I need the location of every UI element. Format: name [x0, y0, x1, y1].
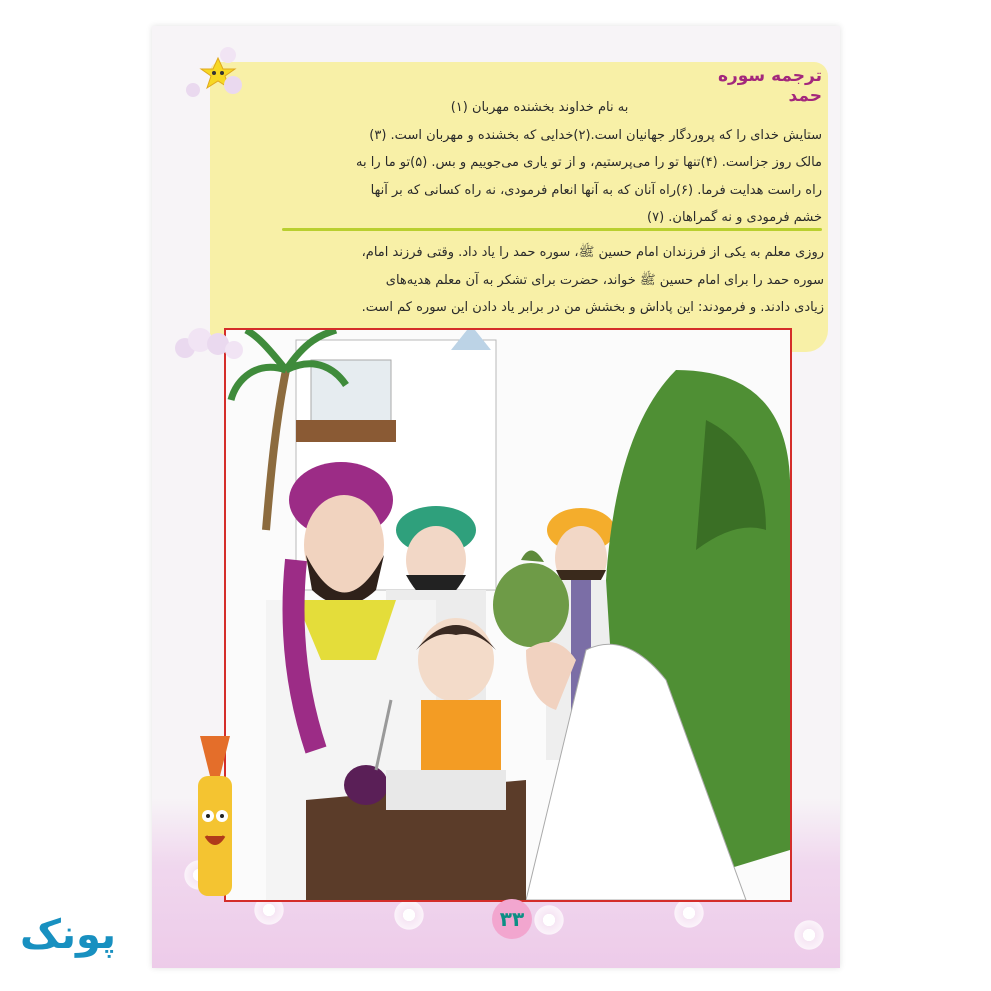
book-page [152, 26, 840, 968]
story-paragraph [250, 239, 824, 322]
bubble-cloud-icon [183, 40, 243, 110]
story-line: زیادی دادند. و فرمودند: این پاداش و بخشش من در برابر یاد دادن این سوره کم است. [361, 300, 824, 315]
section-divider [282, 228, 822, 231]
translation-line: خشم فرمودی و نه گمراهان. (۷) [647, 210, 822, 225]
translation-line: مالک روز جزاست. (۴)تنها تو را می‌پرستیم، و از تو یاری می‌جوییم و بس. (۵)تو ما را به [356, 155, 822, 170]
page-title: ترجمه سوره حمد [717, 66, 822, 106]
story-line: روزی معلم به یکی از فرزندان امام حسین ﷺ، سوره حمد را یاد داد. وقتی فرزند امام، [361, 245, 824, 260]
translation-line: ستایش خدای را که پروردگار جهانیان است.(۲)خدایی که بخشنده و مهربان است. (۳) [369, 127, 822, 143]
translation-line: به نام خداوند بخشنده مهربان (۱) [450, 100, 629, 115]
bubble-cloud-icon [170, 318, 250, 368]
story-line: سوره حمد را برای امام حسین ﷺ خواند، حضرت برای تشکر به آن معلم هدیه‌های [385, 272, 824, 288]
page-number: ۳۳ [492, 899, 532, 939]
pencil-character-icon [190, 736, 240, 916]
surah-translation [257, 94, 822, 232]
translation-line: راه راست هدایت فرما. (۶)راه آنان که به آنها انعام فرمودی، نه راه کسانی که بر آنها [370, 182, 822, 198]
story-illustration [224, 328, 792, 902]
site-logo: پونک [20, 912, 117, 958]
